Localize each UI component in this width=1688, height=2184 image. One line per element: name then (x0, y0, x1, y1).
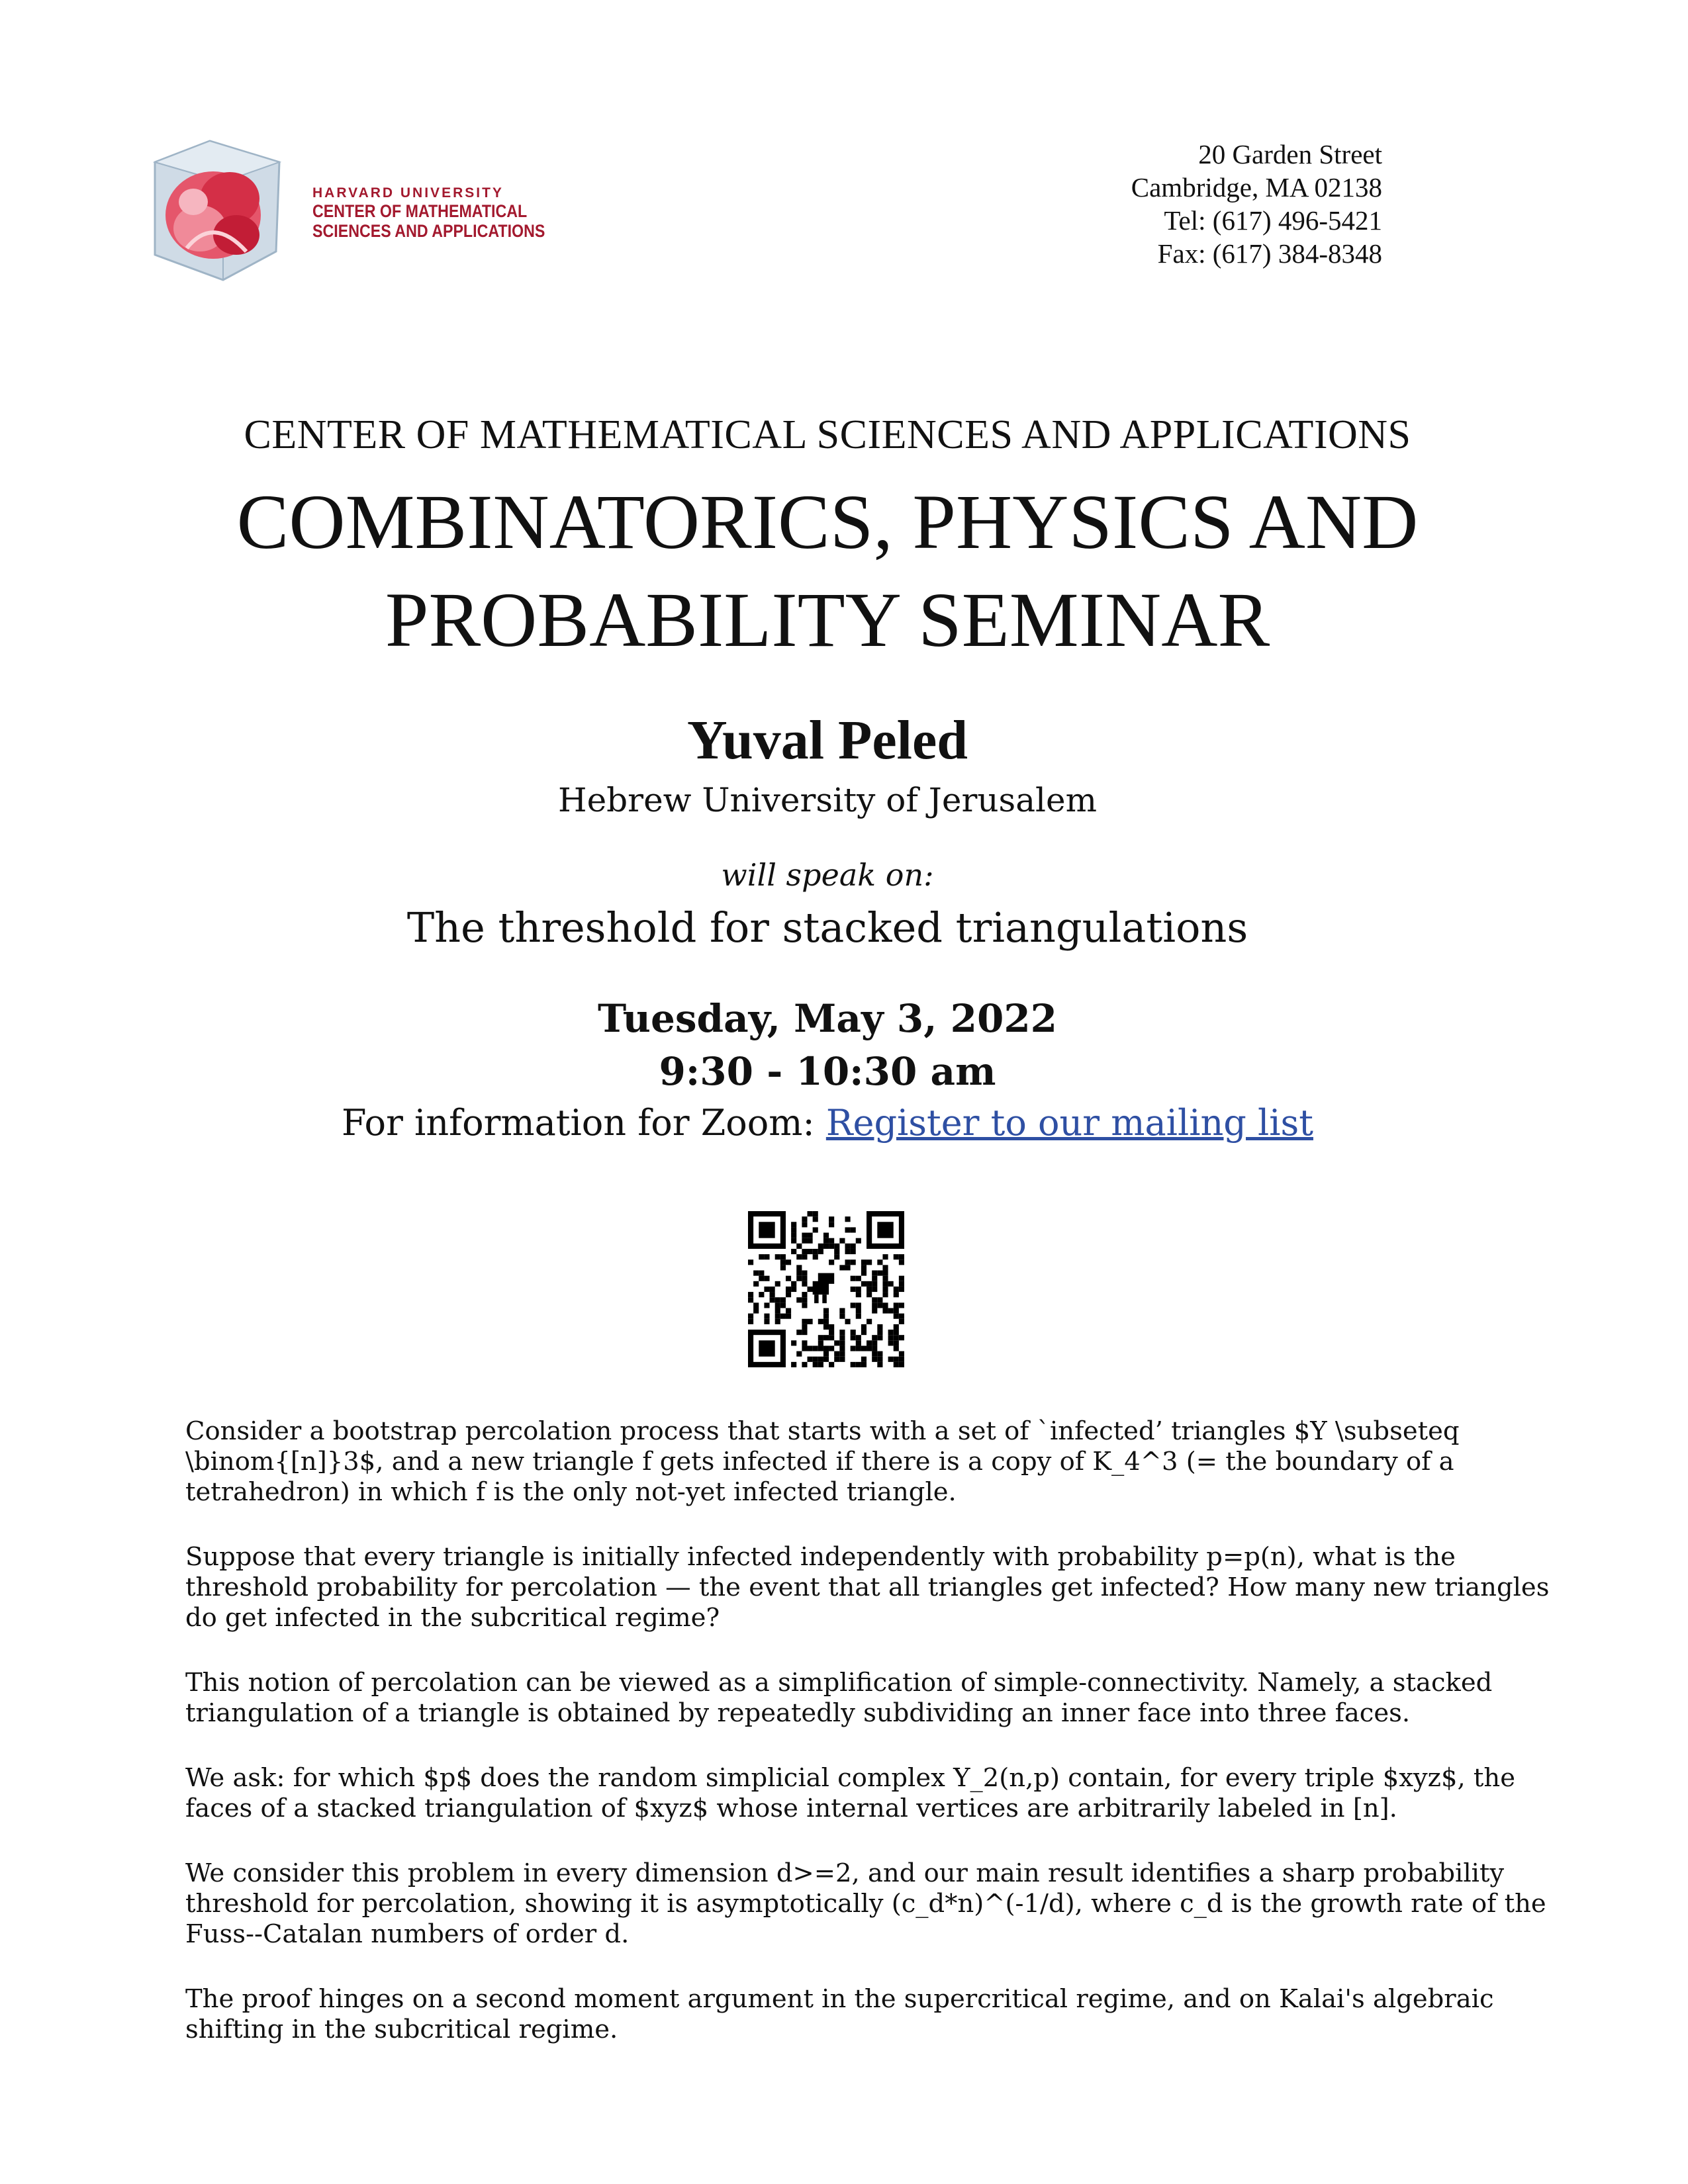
abstract-paragraph: Consider a bootstrap percolation process that starts with a set of `infected’ triangles $Y \subseteq \binom{[n]}3$, and a new triangle f gets infected if there is a copy of K_4^3 (= the boundary of a tetrahedron) in which f is the only not-yet infected triangle. (185, 1416, 1460, 1507)
seminar-title-line1: COMBINATORICS, PHYSICS AND (236, 478, 1419, 565)
cmsa-logo (147, 136, 545, 291)
address-street: 20 Garden Street (1198, 139, 1382, 169)
talk-title: The threshold for stacked triangulations (406, 903, 1248, 952)
abstract-paragraph: We ask: for which $p$ does the random simplicial complex Y_2(n,p) contain, for every triple $xyz$, the faces of a stacked triangulation of $xyz$ whose internal vertices are arbitrarily labeled in [n]. (185, 1763, 1515, 1823)
event-time: 9:30 - 10:30 am (659, 1049, 996, 1094)
seminar-title (0, 473, 1655, 669)
qr-code[interactable] (748, 1211, 904, 1367)
abstract (185, 1416, 1562, 2079)
event-date: Tuesday, May 3, 2022 (597, 996, 1058, 1041)
logo-university: HARVARD UNIVERSITY (312, 185, 504, 201)
zoom-prefix: For information for Zoom: (342, 1102, 826, 1144)
speaker-name: Yuval Peled (687, 709, 968, 771)
cube-sculpture-icon (147, 136, 306, 291)
address-fax: Fax: (617) 384-8348 (1157, 238, 1382, 269)
logo-wordmark (312, 185, 583, 241)
address-tel: Tel: (617) 496-5421 (1164, 205, 1382, 236)
seminar-title-line2: PROBABILITY SEMINAR (385, 576, 1270, 663)
will-speak-label: will speak on: (721, 857, 934, 893)
zoom-info (0, 1102, 1655, 1144)
logo-center-line2: SCIENCES AND APPLICATIONS (312, 220, 545, 241)
abstract-paragraph: We consider this problem in every dimension d>=2, and our main result identifies a sharp probability threshold for percolation, showing it is asymptotically (c_d*n)^(-1/d), where c_d is the growth rate of the Fuss--Catalan numbers of order d. (185, 1858, 1546, 1949)
abstract-paragraph: Suppose that every triangle is initially infected independently with probability p=p(n), what is the threshold probability for percolation — the event that all triangles get infected? How many new triangles do get infected in the subcritical regime? (185, 1542, 1550, 1633)
address-block (1131, 138, 1382, 270)
mailing-list-link[interactable]: Register to our mailing list (825, 1102, 1313, 1144)
logo-center-line1: CENTER OF MATHEMATICAL (312, 201, 528, 221)
abstract-paragraph: The proof hinges on a second moment argument in the supercritical regime, and on Kalai's algebraic shifting in the subcritical regime. (185, 1984, 1494, 2044)
center-name: CENTER OF MATHEMATICAL SCIENCES AND APPLICATIONS (244, 412, 1411, 457)
qr-code-icon (748, 1211, 904, 1367)
speaker-affiliation: Hebrew University of Jerusalem (557, 781, 1098, 819)
address-city: Cambridge, MA 02138 (1131, 172, 1382, 203)
abstract-paragraph: This notion of percolation can be viewed as a simplification of simple-connectivity. Namely, a stacked triangulation of a triangle is obtained by repeatedly subdividing an inner face into three faces. (185, 1668, 1493, 1728)
